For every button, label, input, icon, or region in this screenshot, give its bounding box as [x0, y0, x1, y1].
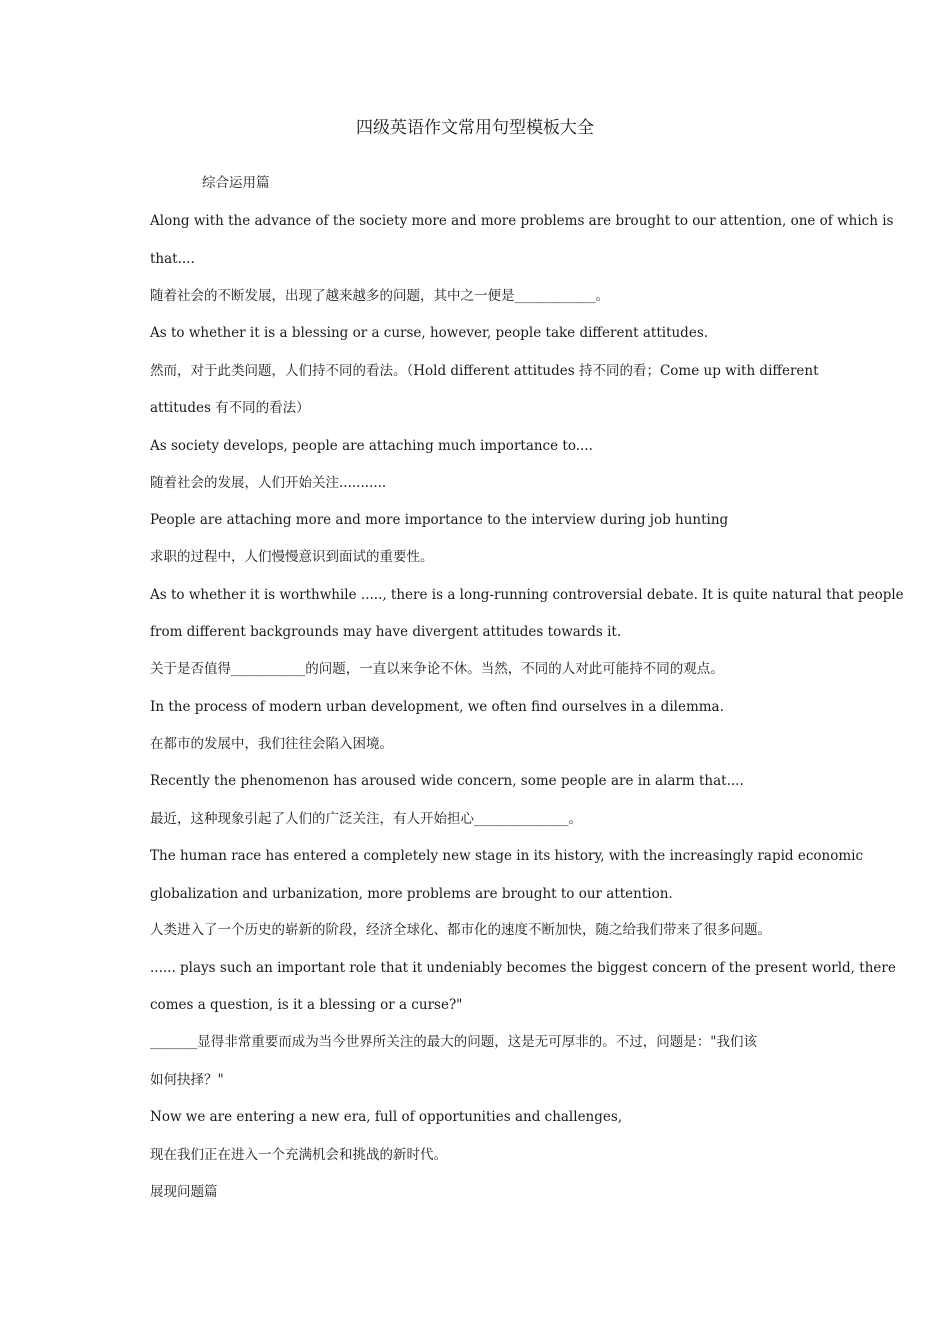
- text-line: attitudes 有不同的看法）: [150, 400, 310, 416]
- text-line: 现在我们正在进入一个充满机会和挑战的新时代。: [150, 1147, 447, 1163]
- text-line: The human race has entered a completely new stage in its history, with the increasingly rapid economic: [150, 848, 864, 864]
- document-title: 四级英语作文常用句型模板大全: [356, 118, 594, 138]
- section-heading-problems: 展现问题篇: [150, 1184, 218, 1200]
- text-line: 人类进入了一个历史的崭新的阶段，经济全球化、都市化的速度不断加快，随之给我们带来了很多问题。: [150, 922, 771, 938]
- text-line: Along with the advance of the society more and more problems are brought to our attention, one of which is: [150, 213, 894, 229]
- text-line: _______显得非常重要而成为当今世界所关注的最大的问题，这是无可厚非的。不过，问题是："我们该: [150, 1034, 757, 1050]
- text-line: comes a question, is it a blessing or a curse?": [150, 997, 463, 1013]
- text-line: ...... plays such an important role that it undeniably becomes the biggest concern of the present world, there: [150, 960, 896, 976]
- text-line: Recently the phenomenon has aroused wide concern, some people are in alarm that....: [150, 773, 744, 789]
- text-line: from different backgrounds may have divergent attitudes towards it.: [150, 624, 622, 640]
- text-line: 关于是否值得___________的问题，一直以来争论不休。当然，不同的人对此可能持不同的观点。: [150, 661, 724, 677]
- text-line: globalization and urbanization, more problems are brought to our attention.: [150, 886, 673, 902]
- text-line: In the process of modern urban development, we often find ourselves in a dilemma.: [150, 699, 724, 715]
- section-heading-comprehensive: 综合运用篇: [202, 175, 270, 191]
- text-line: People are attaching more and more importance to the interview during job hunting: [150, 512, 729, 528]
- text-line: 最近，这种现象引起了人们的广泛关注，有人开始担心______________。: [150, 811, 582, 827]
- text-line: 如何抉择？": [150, 1072, 224, 1088]
- text-line: 随着社会的发展，人们开始关注...........: [150, 475, 387, 491]
- text-line: 求职的过程中，人们慢慢意识到面试的重要性。: [150, 549, 434, 565]
- text-line: As to whether it is a blessing or a curse, however, people take different attitudes.: [150, 325, 709, 341]
- text-line: 在都市的发展中，我们往往会陷入困境。: [150, 736, 393, 752]
- text-line: 随着社会的不断发展，出现了越来越多的问题，其中之一便是____________。: [150, 288, 609, 304]
- text-line: 然而，对于此类问题，人们持不同的看法。（Hold different attitudes 持不同的看；Come up with different: [150, 363, 819, 379]
- text-line: As society develops, people are attaching much importance to....: [150, 438, 593, 454]
- text-line: that....: [150, 251, 195, 267]
- text-line: Now we are entering a new era, full of opportunities and challenges,: [150, 1109, 623, 1125]
- text-line: As to whether it is worthwhile ....., there is a long-running controversial debate. It is quite natural that people: [150, 587, 904, 603]
